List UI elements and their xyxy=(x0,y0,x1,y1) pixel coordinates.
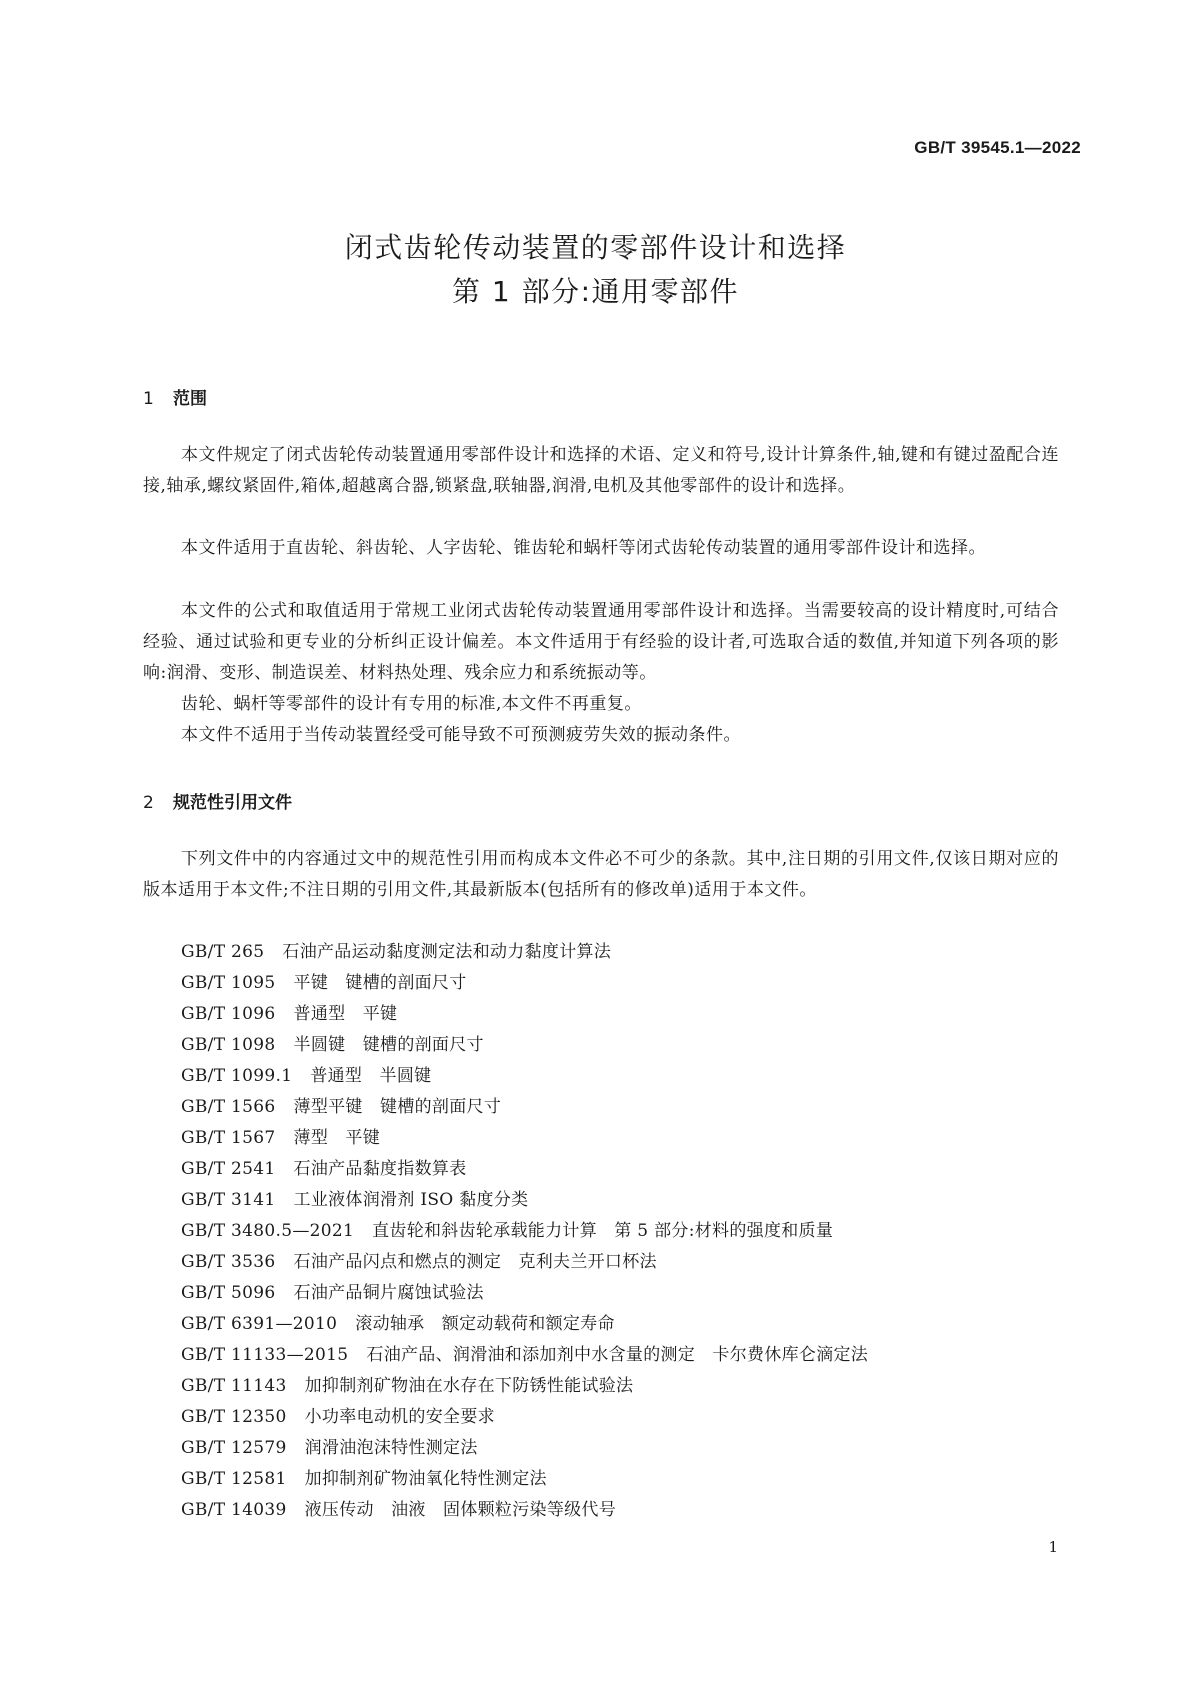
reference-code: GB/T 5096 xyxy=(181,1283,276,1303)
reference-item xyxy=(181,968,868,999)
reference-title: 滚动轴承 额定动载荷和额定寿命 xyxy=(355,1314,615,1334)
scope-paragraph: 本文件不适用于当传动装置经受可能导致不可预测疲劳失效的振动条件。 xyxy=(181,725,741,745)
document-title: 闭式齿轮传动装置的零部件设计和选择 xyxy=(344,231,847,264)
section-title: 规范性引用文件 xyxy=(173,793,292,813)
reference-title: 半圆键 键槽的剖面尺寸 xyxy=(293,1035,484,1055)
reference-item xyxy=(181,1247,868,1278)
section-number: 1 xyxy=(143,389,154,409)
reference-code: GB/T 12350 xyxy=(181,1407,287,1427)
reference-code: GB/T 3480.5—2021 xyxy=(181,1221,355,1241)
section-title: 范围 xyxy=(173,389,207,409)
reference-title: 液压传动 油液 固体颗粒污染等级代号 xyxy=(304,1500,617,1520)
reference-title: 薄型平键 键槽的剖面尺寸 xyxy=(293,1097,502,1117)
reference-item xyxy=(181,1123,868,1154)
reference-code: GB/T 2541 xyxy=(181,1159,276,1179)
reference-item xyxy=(181,1495,868,1526)
document-subtitle: 第 1 部分:通用零部件 xyxy=(451,275,740,308)
reference-code: GB/T 12581 xyxy=(181,1469,287,1489)
reference-item xyxy=(181,1278,868,1309)
reference-title: 石油产品黏度指数算表 xyxy=(293,1159,467,1179)
reference-code: GB/T 6391—2010 xyxy=(181,1314,338,1334)
reference-code: GB/T 265 xyxy=(181,942,265,962)
reference-title: 加抑制剂矿物油在水存在下防锈性能试验法 xyxy=(304,1376,634,1396)
reference-title: 润滑油泡沫特性测定法 xyxy=(304,1438,478,1458)
standard-code: GB/T 39545.1—2022 xyxy=(914,138,1081,157)
reference-item xyxy=(181,1030,868,1061)
reference-code: GB/T 12579 xyxy=(181,1438,287,1458)
section-heading-normative-references xyxy=(143,788,292,813)
reference-item xyxy=(181,1309,868,1340)
reference-title: 小功率电动机的安全要求 xyxy=(304,1407,495,1427)
reference-item xyxy=(181,999,868,1030)
reference-code: GB/T 1096 xyxy=(181,1004,276,1024)
reference-item xyxy=(181,1216,868,1247)
reference-item xyxy=(181,1433,868,1464)
reference-code: GB/T 3536 xyxy=(181,1252,276,1272)
reference-title: 普通型 半圆键 xyxy=(310,1066,432,1086)
reference-list xyxy=(181,937,868,1526)
reference-code: GB/T 1566 xyxy=(181,1097,276,1117)
reference-item xyxy=(181,1371,868,1402)
reference-item xyxy=(181,1464,868,1495)
reference-title: 石油产品运动黏度测定法和动力黏度计算法 xyxy=(282,942,612,962)
scope-paragraph: 本文件的公式和取值适用于常规工业闭式齿轮传动装置通用零部件设计和选择。当需要较高的设计精度时,可结合经验、通过试验和更专业的分析纠正设计偏差。本文件适用于有经验的设计者,可选取合适的数值,并知道下列各项的影响:润滑、变形、制造误差、材料热处理、残余应力和系统振动等。 xyxy=(143,601,1059,683)
reference-item xyxy=(181,1154,868,1185)
reference-title: 普通型 平键 xyxy=(293,1004,398,1024)
reference-title: 加抑制剂矿物油氧化特性测定法 xyxy=(304,1469,547,1489)
reference-item xyxy=(181,1061,868,1092)
reference-code: GB/T 1098 xyxy=(181,1035,276,1055)
reference-title: 工业液体润滑剂 ISO 黏度分类 xyxy=(293,1190,529,1210)
reference-title: 薄型 平键 xyxy=(293,1128,381,1148)
reference-code: GB/T 3141 xyxy=(181,1190,276,1210)
reference-item xyxy=(181,1185,868,1216)
reference-title: 平键 键槽的剖面尺寸 xyxy=(293,973,467,993)
reference-title: 石油产品、润滑油和添加剂中水含量的测定 卡尔费休库仑滴定法 xyxy=(366,1345,869,1365)
reference-title: 石油产品铜片腐蚀试验法 xyxy=(293,1283,484,1303)
reference-item xyxy=(181,1402,868,1433)
section-heading-scope xyxy=(143,384,207,409)
reference-item xyxy=(181,937,868,968)
reference-title: 直齿轮和斜齿轮承载能力计算 第 5 部分:材料的强度和质量 xyxy=(372,1221,834,1241)
reference-title: 石油产品闪点和燃点的测定 克利夫兰开口杯法 xyxy=(293,1252,657,1272)
references-intro: 下列文件中的内容通过文中的规范性引用而构成本文件必不可少的条款。其中,注日期的引用文件,仅该日期对应的版本适用于本文件;不注日期的引用文件,其最新版本(包括所有的修改单)适用于本文件。 xyxy=(143,849,1059,900)
reference-code: GB/T 1099.1 xyxy=(181,1066,293,1086)
scope-paragraph: 本文件适用于直齿轮、斜齿轮、人字齿轮、锥齿轮和蜗杆等闭式齿轮传动装置的通用零部件设计和选择。 xyxy=(181,538,986,558)
reference-code: GB/T 14039 xyxy=(181,1500,287,1520)
scope-paragraph: 齿轮、蜗杆等零部件的设计有专用的标准,本文件不再重复。 xyxy=(181,694,642,714)
reference-code: GB/T 1095 xyxy=(181,973,276,993)
reference-item xyxy=(181,1092,868,1123)
scope-paragraph: 本文件规定了闭式齿轮传动装置通用零部件设计和选择的术语、定义和符号,设计计算条件,轴,键和有键过盈配合连接,轴承,螺纹紧固件,箱体,超越离合器,锁紧盘,联轴器,润滑,电机及其他零部件的设计和选择。 xyxy=(143,445,1059,496)
reference-code: GB/T 11133—2015 xyxy=(181,1345,349,1365)
reference-item xyxy=(181,1340,868,1371)
reference-code: GB/T 1567 xyxy=(181,1128,276,1148)
reference-code: GB/T 11143 xyxy=(181,1376,287,1396)
section-number: 2 xyxy=(143,793,154,813)
page-number: 1 xyxy=(1048,1538,1058,1556)
